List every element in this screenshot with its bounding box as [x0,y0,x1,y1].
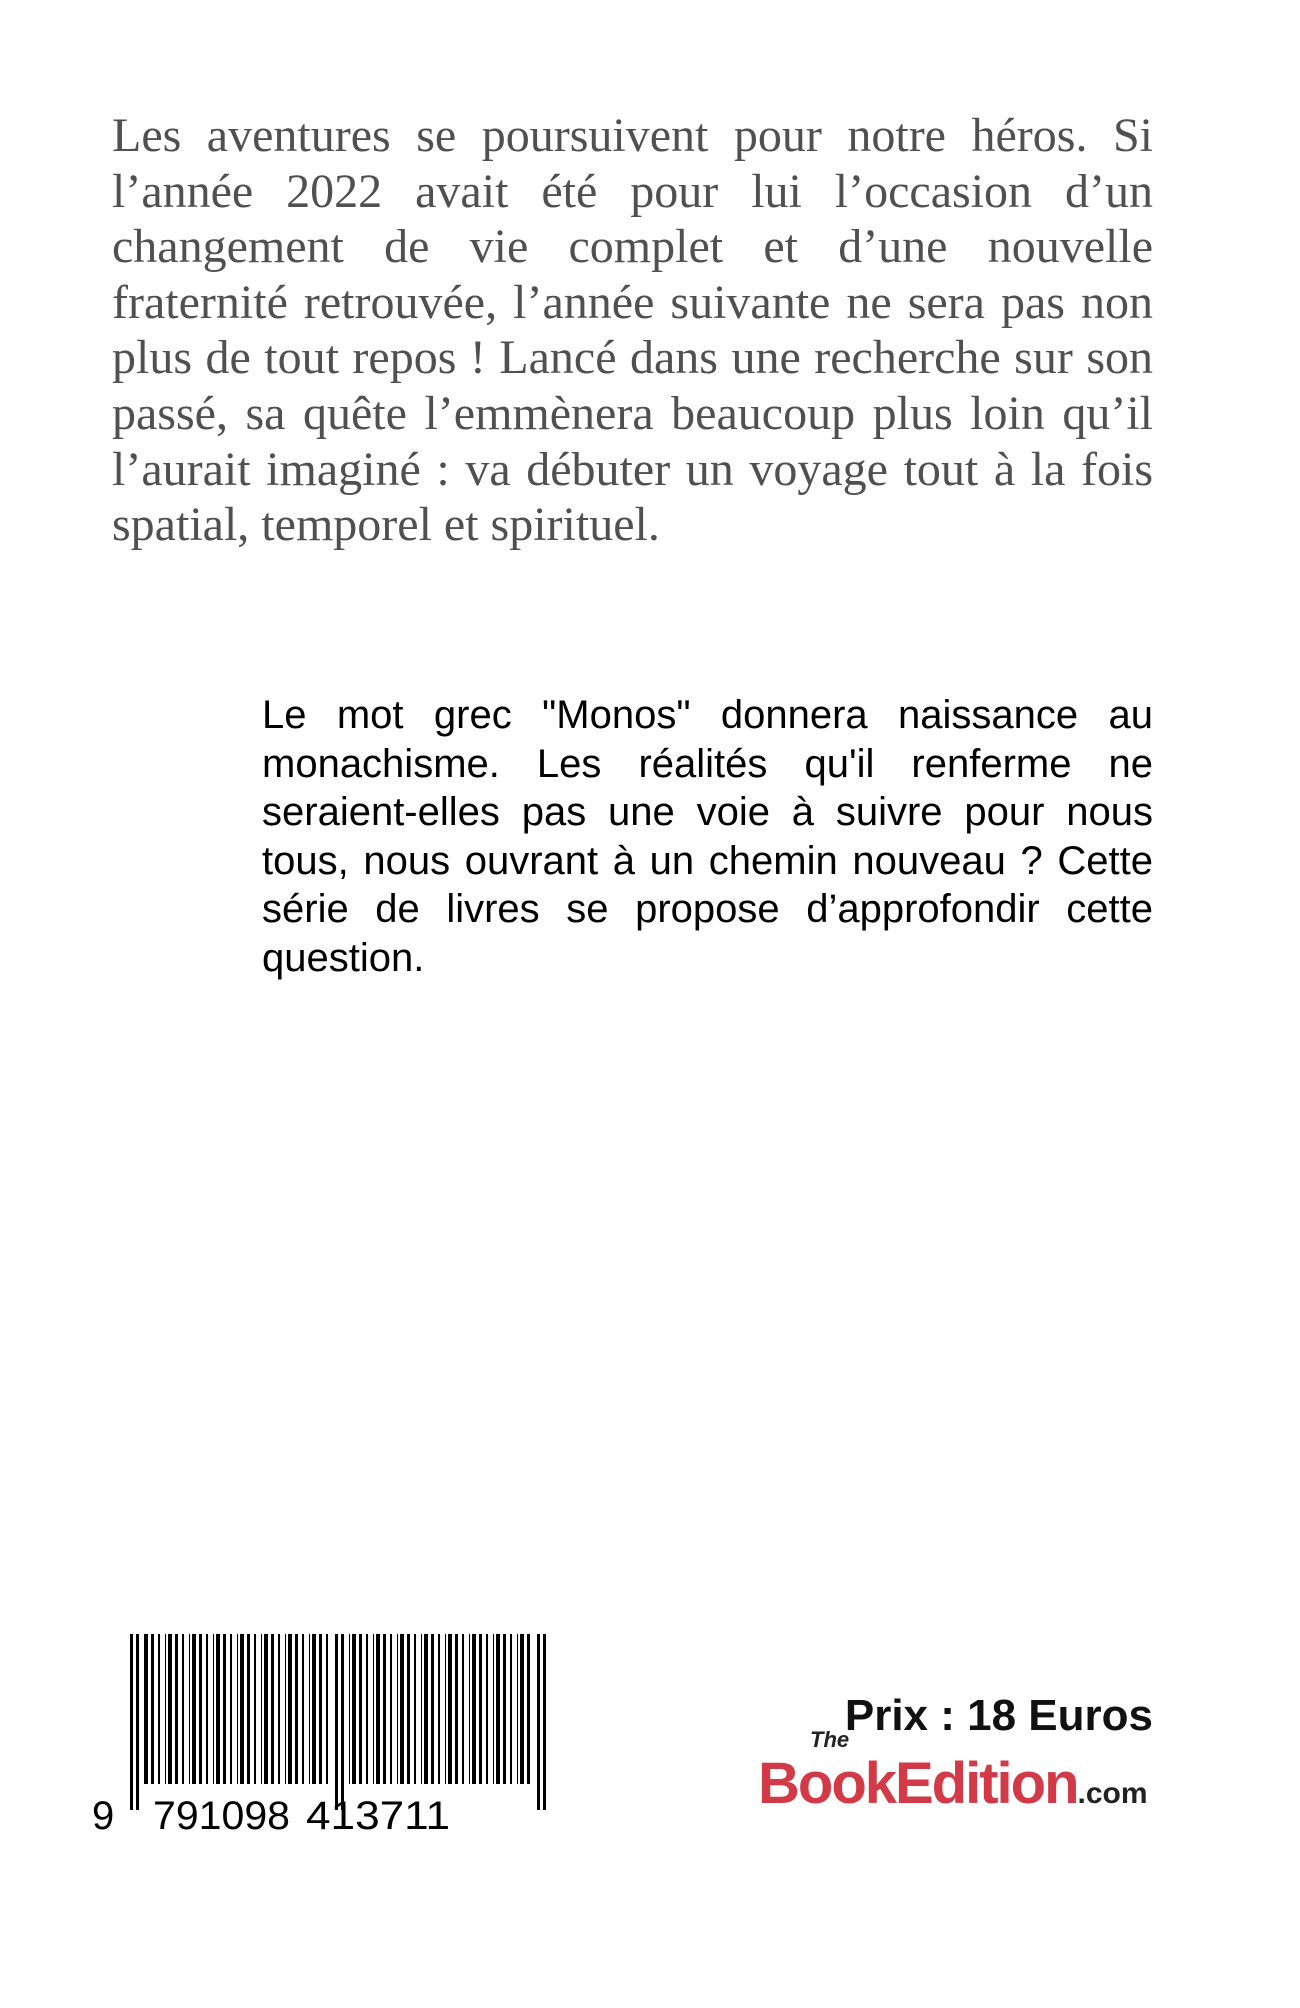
publisher-logo-wordmark [758,1752,1148,1826]
barcode-bar [175,1634,178,1784]
barcode-bar [295,1634,298,1784]
barcode-bar [271,1634,274,1784]
barcode-bar [383,1634,386,1784]
barcode-bar [341,1634,344,1810]
barcode-bar [168,1634,172,1784]
barcode-bar [397,1634,398,1784]
barcode-bar [192,1634,196,1784]
publisher-logo-name: BookEdition [758,1751,1078,1816]
barcode-bar [326,1634,328,1784]
barcode-bar [527,1634,530,1784]
barcode-bar [376,1634,380,1784]
barcode-bar [352,1634,356,1784]
barcode-bar [199,1634,202,1784]
barcode-bar [455,1634,458,1784]
barcode-bar [479,1634,482,1784]
series-description-text: Le mot grec "Monos" donnera naissance au monachisme. Les réalités qu'il renferme ne seraient-elles pas une voie à suivre pour nous tous, nous ouvrant à un chemin nouveau ? Cette série de livres se propose d’approfondir cette question. [262,693,1153,980]
barcode-bar [486,1634,488,1784]
isbn-digit-group-right: 413711 [306,1794,450,1838]
barcode-bar [438,1634,440,1784]
barcode-bar [158,1634,160,1784]
barcode-bar [469,1634,470,1784]
price-label: Prix : 18 Euros [844,1691,1153,1740]
barcode-bar [288,1634,292,1784]
isbn-digit-lead: 9 [92,1794,115,1838]
barcode-bar [496,1634,500,1784]
barcode-bar [373,1634,374,1784]
barcode-graphic [92,1634,552,1844]
barcode-bar [230,1634,232,1784]
barcode-bar [493,1634,494,1784]
barcode-bar [309,1634,310,1784]
barcode-bar [359,1634,362,1784]
barcode-bar [285,1634,286,1784]
barcode-bar [144,1634,148,1784]
barcode-bar [472,1634,476,1784]
barcode-bar [445,1634,446,1784]
isbn-barcode [92,1634,552,1844]
barcode-bar [223,1634,226,1784]
barcode-bar [537,1634,540,1810]
publisher-logo-prefix: The [810,1727,850,1752]
barcode-bar [319,1634,322,1784]
barcode-bar [421,1634,422,1784]
barcode-bar [165,1634,166,1784]
barcode-bar [216,1634,220,1784]
barcode-bar [237,1634,238,1784]
barcode-bar [366,1634,368,1784]
barcode-bar [462,1634,464,1784]
barcode-bar [136,1634,139,1810]
barcode-bar [400,1634,404,1784]
barcode-bar [414,1634,416,1784]
barcode-bar [390,1634,392,1784]
barcode-bar [206,1634,208,1784]
barcode-bar [130,1634,133,1810]
barcode-bar [182,1634,184,1784]
barcode-bar [424,1634,428,1784]
barcode-bar [407,1634,410,1784]
barcode-bar [254,1634,256,1784]
publisher-logo [758,1714,1198,1852]
barcode-bar [543,1634,546,1810]
barcode-bar [240,1634,244,1784]
barcode-bar [302,1634,304,1784]
barcode-bar [278,1634,280,1784]
barcode-bar [510,1634,512,1784]
isbn-digit-group-left: 791098 [153,1794,290,1838]
barcode-bar [261,1634,262,1784]
barcode-bar [448,1634,452,1784]
publisher-logo-suffix: .com [1077,1777,1148,1810]
barcode-bar [520,1634,524,1784]
barcode-bar [264,1634,268,1784]
barcode-bar [335,1634,338,1810]
book-summary-text: Les aventures se poursuivent pour notre héros. Si l’année 2022 avait été pour lui l’occasion d’un changement de vie complet et d’une nouvelle fraternité retrouvée, l’année suivante ne sera pas non plus de tout repos ! Lancé dans une recherche sur son passé, sa quête l’emmènera beaucoup plus loin qu’il l’aurait imaginé : va débuter un voyage tout à la fois spatial, temporel et spirituel. [112,109,1153,552]
barcode-bar [517,1634,518,1784]
barcode-bar [503,1634,506,1784]
barcode-bar [431,1634,434,1784]
barcode-bar [349,1634,350,1784]
barcode-bar [151,1634,154,1784]
barcode-bar [312,1634,316,1784]
barcode-bar [213,1634,214,1784]
barcode-bar [189,1634,190,1784]
barcode-bar [247,1634,250,1784]
